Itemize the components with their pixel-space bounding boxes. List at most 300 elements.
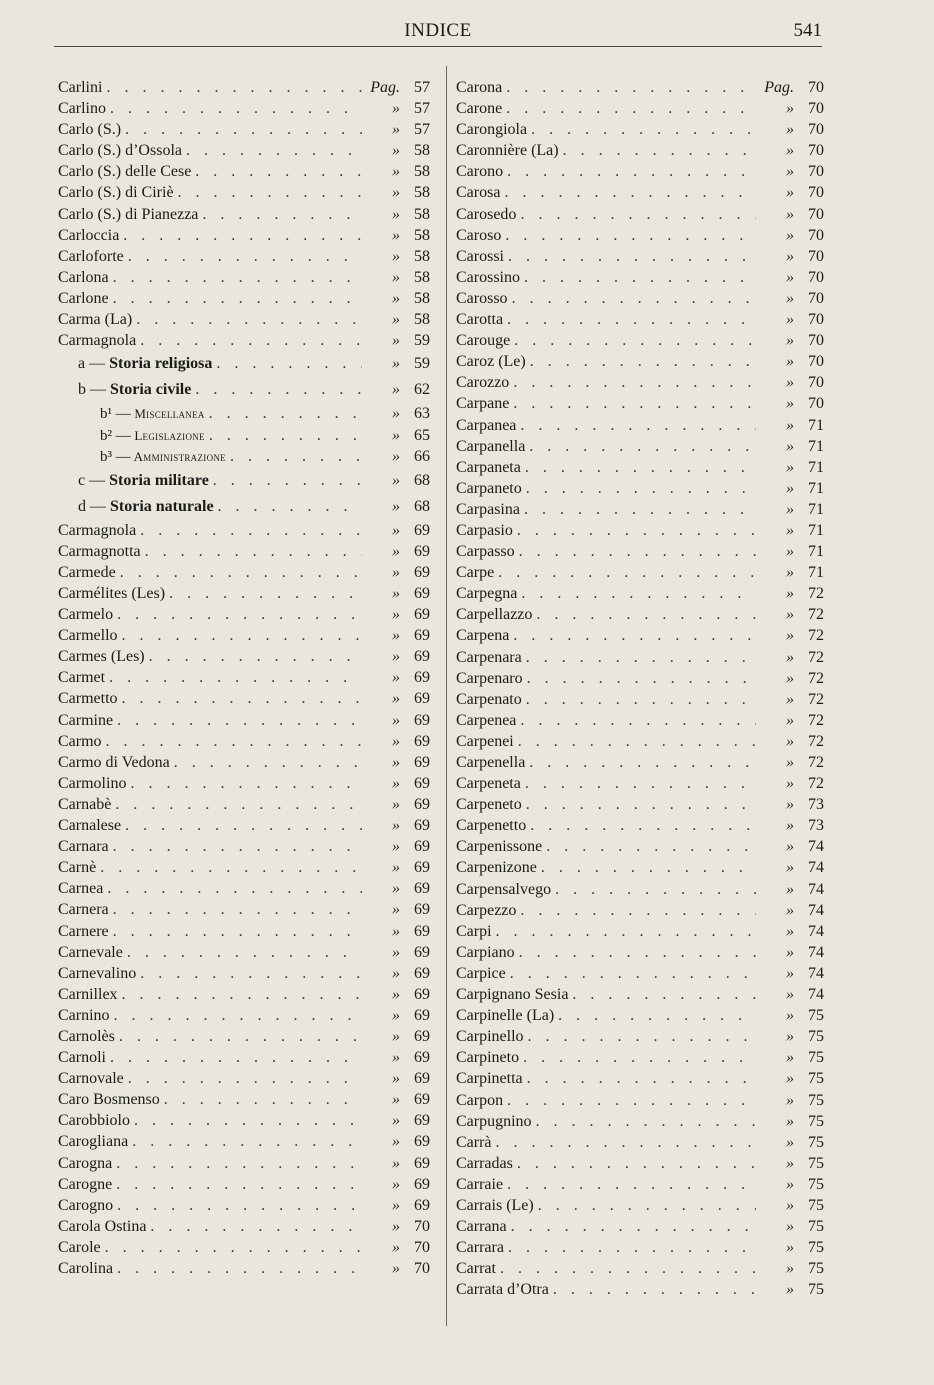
page-ref: 58 bbox=[414, 184, 430, 202]
index-entry bbox=[456, 436, 824, 457]
entry-text: Carnera bbox=[58, 901, 109, 919]
index-entry bbox=[58, 1068, 430, 1089]
leader-dots bbox=[505, 225, 756, 246]
entry-text: Carrat bbox=[456, 1260, 496, 1278]
page-ref: 69 bbox=[414, 943, 430, 961]
entry-text: Carobbiolo bbox=[58, 1112, 130, 1130]
page-prefix: » bbox=[392, 1070, 400, 1088]
leader-dots bbox=[536, 1111, 756, 1132]
page-ref: 75 bbox=[808, 1028, 824, 1046]
entry-text: Carmes (Les) bbox=[58, 648, 145, 666]
leader-dots bbox=[125, 815, 362, 836]
page-prefix: » bbox=[786, 1175, 794, 1193]
index-entry bbox=[58, 246, 430, 267]
entry-text: Carpane bbox=[456, 395, 510, 413]
page-ref: 58 bbox=[414, 163, 430, 181]
page-ref: 73 bbox=[808, 796, 824, 814]
entry-name bbox=[456, 857, 537, 878]
index-entry bbox=[58, 688, 430, 709]
entry-text: Carlo (S.) di Ciriè bbox=[58, 184, 174, 202]
entry-name bbox=[456, 583, 517, 604]
page-ref: 59 bbox=[414, 332, 430, 350]
page-ref: 57 bbox=[414, 79, 430, 96]
index-entry bbox=[456, 1026, 824, 1047]
leader-dots bbox=[507, 1174, 756, 1195]
page-ref: 70 bbox=[808, 247, 824, 265]
index-entry bbox=[456, 119, 824, 140]
leader-dots bbox=[150, 1216, 362, 1237]
leader-dots bbox=[555, 879, 756, 900]
page-prefix: » bbox=[392, 521, 400, 539]
page-ref: 69 bbox=[414, 922, 430, 940]
entry-text: Carpeneta bbox=[456, 775, 521, 793]
entry-text: Carongiola bbox=[456, 121, 528, 139]
leader-dots bbox=[113, 836, 362, 857]
page-prefix: » bbox=[786, 100, 794, 118]
entry-name bbox=[58, 878, 103, 899]
entry-text: Carpenara bbox=[456, 648, 522, 666]
index-entry bbox=[58, 77, 430, 98]
page-ref: 69 bbox=[414, 985, 430, 1003]
page-header bbox=[54, 18, 822, 47]
leader-dots bbox=[140, 520, 362, 541]
entry-text: Carmo di Vedona bbox=[58, 753, 170, 771]
entry-text: Carrà bbox=[456, 1133, 492, 1151]
page-prefix: » bbox=[786, 1239, 794, 1257]
entry-name bbox=[456, 393, 509, 414]
entry-name bbox=[456, 267, 520, 288]
page-ref: 69 bbox=[414, 732, 430, 750]
page-prefix: Pag. bbox=[764, 79, 794, 96]
entry-name bbox=[58, 562, 116, 583]
index-entry bbox=[58, 836, 430, 857]
entry-text: Carlini bbox=[58, 79, 103, 96]
page-ref: 71 bbox=[808, 458, 824, 476]
index-entry bbox=[456, 1111, 824, 1132]
index-entry bbox=[58, 815, 430, 836]
page-ref: 69 bbox=[414, 1196, 430, 1214]
page-ref: 75 bbox=[808, 1196, 824, 1214]
leader-dots bbox=[123, 225, 362, 246]
index-subentry bbox=[58, 446, 430, 468]
entry-name bbox=[58, 1047, 106, 1068]
leader-dots bbox=[136, 309, 362, 330]
entry-name bbox=[58, 646, 145, 667]
entry-text: Carona bbox=[456, 79, 503, 96]
entry-name bbox=[456, 1068, 523, 1089]
entry-name bbox=[456, 1047, 519, 1068]
index-entry bbox=[456, 921, 824, 942]
leader-dots bbox=[145, 541, 362, 562]
page-prefix: » bbox=[392, 1154, 400, 1172]
index-entry bbox=[456, 457, 824, 478]
page-ref: 69 bbox=[414, 1070, 430, 1088]
page-ref: 72 bbox=[808, 754, 824, 771]
entry-text: Carpenato bbox=[456, 690, 522, 708]
index-subentry bbox=[58, 468, 430, 494]
page-ref: 72 bbox=[808, 648, 824, 666]
entry-name bbox=[456, 942, 515, 963]
entry-text: Carrata d’Otra bbox=[456, 1281, 549, 1299]
index-entry bbox=[456, 1237, 824, 1258]
leader-dots bbox=[122, 688, 362, 709]
page-number: 541 bbox=[793, 20, 822, 41]
leader-dots bbox=[500, 1258, 756, 1279]
entry-text: Carnalese bbox=[58, 817, 122, 835]
page-prefix: » bbox=[786, 1196, 794, 1214]
leader-dots bbox=[529, 752, 756, 773]
page-prefix: » bbox=[786, 838, 794, 856]
index-entry bbox=[456, 668, 824, 689]
page-prefix: » bbox=[392, 471, 400, 489]
leader-dots bbox=[113, 267, 362, 288]
page-ref: 69 bbox=[414, 817, 430, 835]
entry-name bbox=[456, 689, 522, 710]
leader-dots bbox=[106, 77, 362, 98]
page-prefix: » bbox=[786, 458, 794, 476]
leader-dots bbox=[504, 182, 756, 203]
leader-dots bbox=[169, 583, 362, 604]
entry-name bbox=[58, 309, 132, 330]
page-prefix: » bbox=[392, 1133, 400, 1151]
index-entry bbox=[58, 562, 430, 583]
index-entry bbox=[58, 520, 430, 541]
page-prefix: » bbox=[392, 859, 400, 877]
leader-dots bbox=[519, 541, 756, 562]
page-ref: 72 bbox=[808, 627, 824, 645]
index-entry bbox=[456, 351, 824, 372]
entry-name bbox=[58, 921, 109, 942]
index-entry bbox=[58, 119, 430, 140]
page-prefix: » bbox=[392, 817, 400, 835]
page-prefix: » bbox=[392, 100, 400, 118]
entry-text: Carpinetta bbox=[456, 1070, 523, 1088]
page-prefix: » bbox=[392, 985, 400, 1003]
entry-text: Carogliana bbox=[58, 1133, 129, 1151]
leader-dots bbox=[527, 668, 756, 689]
index-entry bbox=[456, 604, 824, 625]
entry-text: Carpugnino bbox=[456, 1112, 532, 1130]
page-prefix: » bbox=[392, 1091, 400, 1109]
page-ref: 72 bbox=[808, 585, 824, 603]
page-prefix: » bbox=[786, 395, 794, 413]
page-ref: 59 bbox=[414, 355, 430, 373]
index-entry bbox=[456, 752, 824, 773]
page-ref: 58 bbox=[414, 142, 430, 160]
leader-dots bbox=[115, 794, 362, 815]
page-ref: 72 bbox=[808, 690, 824, 708]
index-entry bbox=[456, 647, 824, 668]
page-ref: 74 bbox=[808, 859, 824, 877]
entry-text: Carraie bbox=[456, 1175, 504, 1193]
entry-text: Carnino bbox=[58, 1006, 110, 1024]
entry-name bbox=[58, 1089, 160, 1110]
entry-text: Carone bbox=[456, 100, 503, 118]
entry-name bbox=[58, 246, 124, 267]
page-prefix: » bbox=[786, 986, 794, 1004]
index-subentry bbox=[58, 425, 430, 447]
index-entry bbox=[58, 1026, 430, 1047]
leader-dots bbox=[134, 1110, 362, 1131]
page-ref: 75 bbox=[808, 1154, 824, 1172]
entry-name bbox=[456, 984, 568, 1005]
entry-name bbox=[456, 372, 509, 393]
index-entry bbox=[58, 899, 430, 920]
leader-dots bbox=[506, 77, 756, 98]
page-ref: 70 bbox=[808, 184, 824, 202]
entry-name bbox=[58, 942, 123, 963]
page-prefix: » bbox=[786, 796, 794, 814]
index-entry bbox=[58, 794, 430, 815]
page-ref: 58 bbox=[414, 289, 430, 307]
page-ref: 63 bbox=[414, 405, 430, 423]
leader-dots bbox=[529, 436, 756, 457]
entry-text: Carloccia bbox=[58, 226, 120, 244]
page-prefix: » bbox=[786, 648, 794, 666]
entry-name bbox=[58, 204, 198, 225]
index-entry bbox=[456, 1090, 824, 1111]
page-prefix: » bbox=[392, 332, 400, 350]
entry-text: Carpinello bbox=[456, 1028, 524, 1046]
page-ref: 75 bbox=[808, 1239, 824, 1257]
index-entry bbox=[456, 225, 824, 246]
leader-dots bbox=[195, 161, 362, 182]
leader-dots bbox=[536, 604, 756, 625]
entry-name bbox=[58, 119, 121, 140]
leader-dots bbox=[209, 403, 362, 424]
entry-text: Carpice bbox=[456, 964, 506, 982]
index-entry bbox=[58, 98, 430, 119]
entry-name bbox=[58, 836, 109, 857]
entry-letter: b — bbox=[78, 381, 106, 399]
page-ref: 72 bbox=[808, 711, 824, 729]
page-ref: 70 bbox=[808, 268, 824, 286]
entry-text: Carpenaro bbox=[456, 669, 523, 687]
page-prefix: » bbox=[786, 163, 794, 181]
index-entry bbox=[58, 330, 430, 351]
index-entry bbox=[456, 1005, 824, 1026]
page-prefix: » bbox=[392, 1260, 400, 1277]
entry-text: Carpasso bbox=[456, 543, 515, 561]
index-entry bbox=[456, 309, 824, 330]
entry-text: Carmagnotta bbox=[58, 542, 141, 560]
page-prefix: » bbox=[786, 1133, 794, 1151]
leader-dots bbox=[140, 963, 362, 984]
entry-text: Carpenea bbox=[456, 711, 517, 729]
page-ref: 70 bbox=[808, 395, 824, 413]
column-divider bbox=[446, 66, 447, 1326]
entry-name bbox=[58, 731, 102, 752]
entry-name bbox=[456, 752, 525, 773]
index-entry bbox=[58, 1195, 430, 1216]
index-entry bbox=[456, 499, 824, 520]
page-prefix: » bbox=[392, 1196, 400, 1214]
index-entry bbox=[456, 562, 824, 583]
page-prefix: » bbox=[786, 374, 794, 392]
entry-name bbox=[58, 288, 109, 309]
page-prefix: » bbox=[786, 416, 794, 434]
index-entry bbox=[58, 646, 430, 667]
entry-text: Carmagnola bbox=[58, 332, 137, 350]
leader-dots bbox=[526, 647, 756, 668]
entry-text: Carosedo bbox=[456, 205, 517, 223]
entry-name bbox=[456, 1132, 492, 1153]
entry-name bbox=[456, 1153, 513, 1174]
page-ref: 69 bbox=[414, 859, 430, 877]
index-entry bbox=[456, 1216, 824, 1237]
entry-text: Amministrazione bbox=[133, 449, 226, 465]
leader-dots bbox=[517, 520, 756, 541]
page-ref: 69 bbox=[414, 838, 430, 856]
leader-dots bbox=[230, 446, 362, 467]
page-prefix: » bbox=[786, 142, 794, 160]
page-ref: 58 bbox=[414, 311, 430, 329]
entry-text: Carpignano Sesia bbox=[456, 986, 569, 1004]
entry-name bbox=[456, 1026, 524, 1047]
leader-dots bbox=[209, 425, 362, 446]
entry-text: Carlo (S.) di Pianezza bbox=[58, 205, 199, 223]
entry-text: Carpasina bbox=[456, 500, 520, 518]
entry-name bbox=[456, 1279, 549, 1300]
page-prefix: » bbox=[392, 381, 400, 399]
index-entry bbox=[456, 710, 824, 731]
entry-text: Carossino bbox=[456, 268, 520, 286]
page-prefix: » bbox=[786, 1112, 794, 1130]
entry-text: Carradas bbox=[456, 1154, 513, 1172]
leader-dots bbox=[526, 689, 756, 710]
page-prefix: » bbox=[786, 732, 794, 750]
page-ref: 71 bbox=[808, 416, 824, 434]
page-prefix: » bbox=[786, 332, 794, 350]
entry-text: Carnolès bbox=[58, 1027, 115, 1045]
entry-name bbox=[456, 1005, 554, 1026]
page-prefix: » bbox=[786, 1218, 794, 1236]
entry-text: Carmello bbox=[58, 627, 118, 645]
page-ref: 69 bbox=[414, 901, 430, 919]
entry-name bbox=[456, 436, 525, 457]
page-ref: 75 bbox=[808, 1218, 824, 1236]
page-prefix: » bbox=[392, 711, 400, 729]
index-column-right bbox=[456, 77, 824, 1300]
leader-dots bbox=[116, 1153, 362, 1174]
page-prefix: » bbox=[786, 247, 794, 265]
entry-text: Carlone bbox=[58, 289, 109, 307]
page-ref: 70 bbox=[414, 1238, 430, 1256]
page-prefix: » bbox=[786, 543, 794, 561]
index-entry bbox=[456, 963, 824, 984]
leader-dots bbox=[525, 457, 756, 478]
leader-dots bbox=[507, 309, 756, 330]
entry-name bbox=[456, 836, 542, 857]
entry-text: Storia religiosa bbox=[109, 355, 213, 373]
page-ref: 72 bbox=[808, 669, 824, 687]
entry-name bbox=[456, 415, 516, 436]
leader-dots bbox=[519, 942, 756, 963]
entry-text: Carnere bbox=[58, 922, 109, 940]
leader-dots bbox=[520, 415, 756, 436]
leader-dots bbox=[531, 119, 756, 140]
leader-dots bbox=[507, 161, 756, 182]
entry-letter: b¹ — bbox=[100, 406, 131, 423]
page-prefix: » bbox=[392, 121, 400, 139]
leader-dots bbox=[518, 731, 756, 752]
index-entry bbox=[456, 1174, 824, 1195]
page-prefix: » bbox=[392, 163, 400, 181]
leader-dots bbox=[105, 1237, 362, 1258]
index-entry bbox=[456, 942, 824, 963]
entry-name bbox=[58, 541, 141, 562]
entry-text: Carnabè bbox=[58, 795, 112, 813]
entry-name bbox=[456, 119, 527, 140]
leader-dots bbox=[513, 393, 756, 414]
page-ref: 58 bbox=[414, 247, 430, 265]
page-title: INDICE bbox=[404, 20, 472, 41]
index-entry bbox=[456, 393, 824, 414]
entry-name bbox=[58, 1005, 110, 1026]
entry-text: Carpanea bbox=[456, 416, 517, 434]
leader-dots bbox=[113, 899, 362, 920]
page-ref: 70 bbox=[808, 311, 824, 329]
page-prefix: » bbox=[392, 448, 400, 466]
page-ref: 70 bbox=[808, 332, 824, 350]
entry-text: Carosso bbox=[456, 289, 508, 307]
leader-dots bbox=[527, 1068, 756, 1089]
entry-text: Carmagnola bbox=[58, 521, 137, 539]
entry-name bbox=[456, 204, 516, 225]
entry-text: Carpanella bbox=[456, 437, 526, 455]
entry-name bbox=[58, 1131, 128, 1152]
page-prefix: » bbox=[392, 405, 400, 423]
index-entry bbox=[456, 77, 824, 98]
page-ref: 70 bbox=[808, 353, 824, 371]
entry-name bbox=[456, 351, 526, 372]
page-prefix: » bbox=[392, 355, 400, 373]
page-prefix: » bbox=[392, 880, 400, 898]
entry-text: Carpe bbox=[456, 564, 495, 582]
leader-dots bbox=[106, 731, 362, 752]
entry-text: Carolina bbox=[58, 1260, 114, 1277]
leader-dots bbox=[508, 1237, 756, 1258]
entry-text: Caronnière (La) bbox=[456, 142, 559, 160]
leader-dots bbox=[120, 562, 362, 583]
page-ref: 70 bbox=[808, 289, 824, 307]
entry-text: Carpegna bbox=[456, 585, 518, 603]
page-prefix: » bbox=[786, 901, 794, 919]
page-ref: 70 bbox=[808, 100, 824, 118]
entry-name bbox=[58, 161, 191, 182]
entry-text: Caro Bosmenso bbox=[58, 1091, 160, 1109]
leader-dots bbox=[496, 1132, 756, 1153]
entry-text: Carmet bbox=[58, 669, 106, 687]
page-ref: 71 bbox=[808, 500, 824, 518]
entry-name bbox=[58, 1237, 101, 1258]
leader-dots bbox=[117, 710, 362, 731]
entry-text: Carpiano bbox=[456, 943, 515, 961]
index-entry bbox=[58, 604, 430, 625]
entry-text: Carmelo bbox=[58, 606, 114, 624]
entry-letter: d — bbox=[78, 497, 106, 515]
entry-name bbox=[58, 140, 182, 161]
leader-dots bbox=[525, 773, 756, 794]
index-entry bbox=[58, 942, 430, 963]
index-subentry bbox=[58, 403, 430, 425]
entry-name bbox=[456, 541, 515, 562]
entry-name bbox=[58, 794, 111, 815]
page-prefix: » bbox=[786, 353, 794, 371]
page-prefix: » bbox=[786, 479, 794, 497]
leader-dots bbox=[520, 204, 756, 225]
leader-dots bbox=[109, 667, 362, 688]
